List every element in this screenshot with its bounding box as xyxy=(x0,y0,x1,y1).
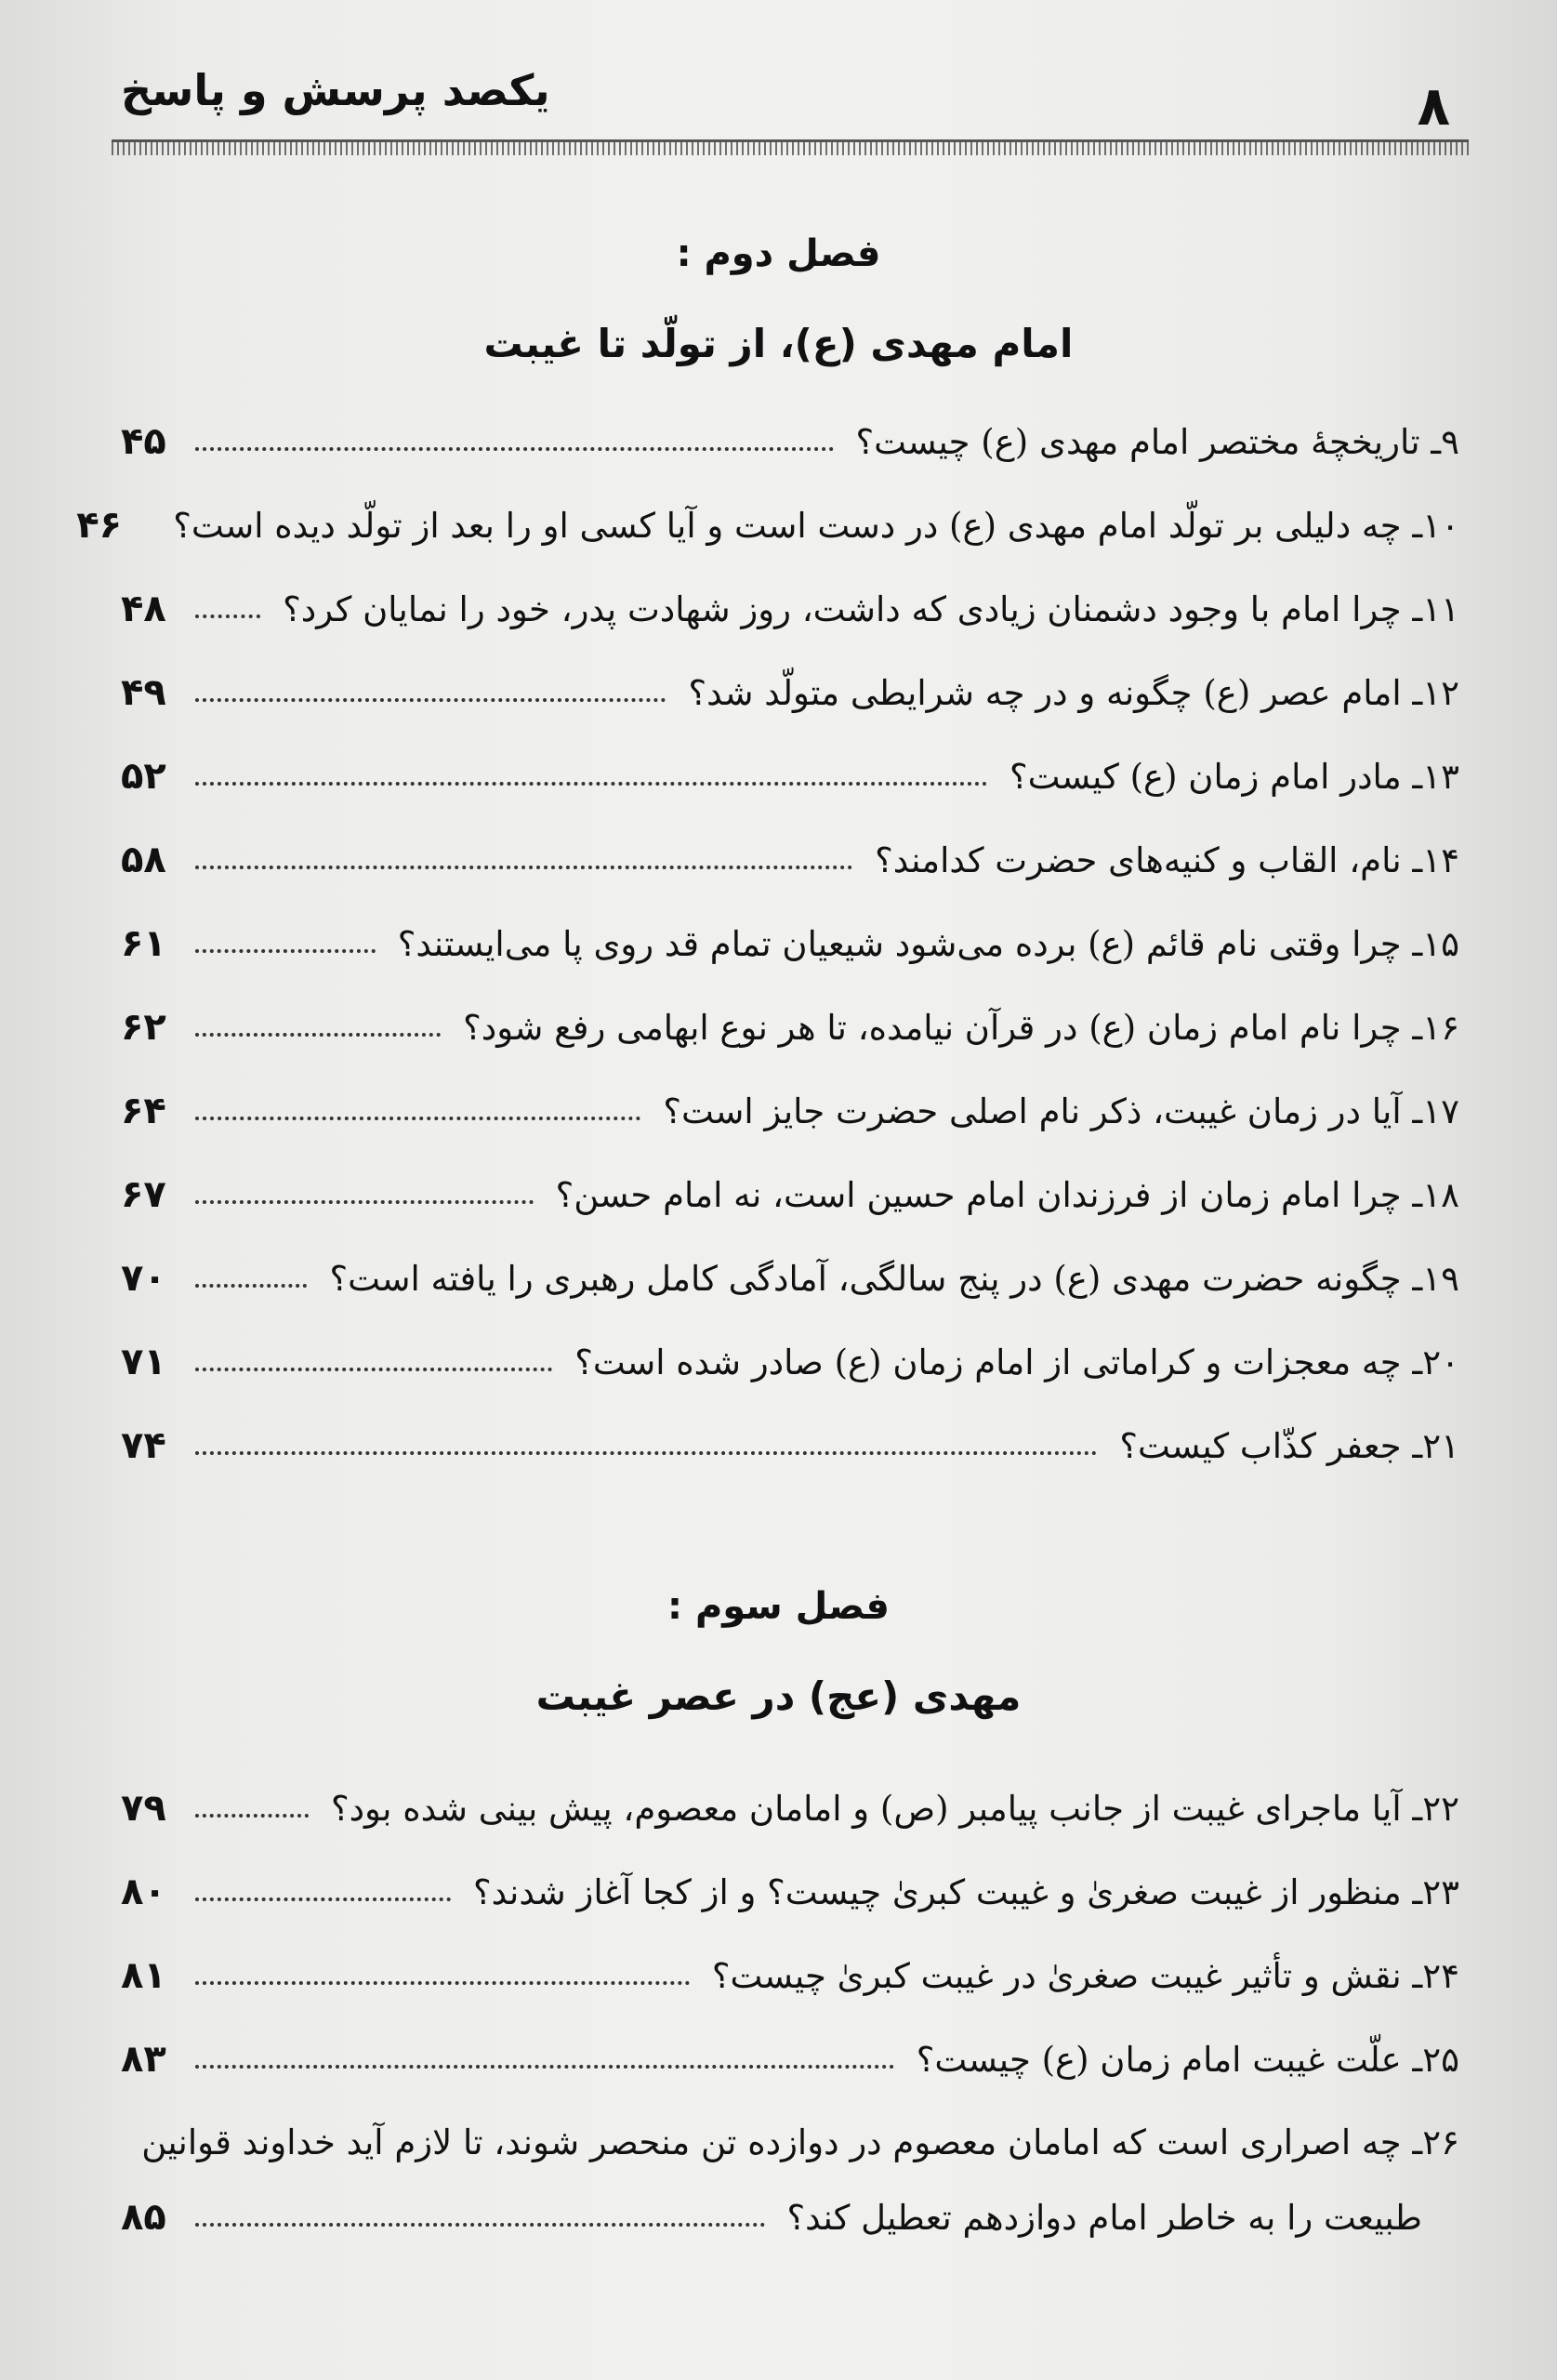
chapter-title: امام مهدی (ع)، از تولّد تا غیبت xyxy=(483,321,1074,366)
leader-dots xyxy=(195,1897,451,1901)
leader-dots xyxy=(195,1981,690,1985)
toc-entry[interactable] xyxy=(121,572,1459,646)
leader-dots xyxy=(195,615,260,618)
toc-entry-text: ۲۳ـ منظور از غیبت صغریٰ و غیبت کبریٰ چیست؟ و از کجا آغاز شدند؟ xyxy=(473,1871,1459,1912)
leader-dots xyxy=(195,1814,309,1818)
toc-page-number: ۸۱ xyxy=(121,1954,166,1997)
toc-entry[interactable] xyxy=(76,488,1459,562)
toc-entry-text: ۲۱ـ جعفر کذّاب کیست؟ xyxy=(1119,1425,1459,1466)
toc-page-number: ۶۱ xyxy=(121,922,166,965)
chapter-title: مهدی (عج) در عصر غیبت xyxy=(535,1673,1022,1719)
leader-dots xyxy=(195,1200,534,1204)
toc-entry-continuation xyxy=(121,2180,1459,2254)
toc-entry-text: ۱۸ـ چرا امام زمان از فرزندان امام حسین است، نه امام حسن؟ xyxy=(555,1174,1459,1215)
toc-entry-text: ۲۶ـ چه اصراری است که امامان معصوم در دوازده تن منحصر شوند، تا لازم آید خداوند قوانین xyxy=(141,2122,1459,2162)
toc-entry-multiline[interactable] xyxy=(121,2106,1459,2254)
chapter-label: فصل سوم : xyxy=(667,1585,890,1628)
toc-entry-text: ۱۴ـ نام، القاب و کنیه‌های حضرت کدامند؟ xyxy=(875,840,1459,880)
page-header xyxy=(112,56,1469,158)
chapter-label: فصل دوم : xyxy=(676,232,881,275)
toc-page-number: ۸۳ xyxy=(121,2038,166,2081)
toc-entry[interactable] xyxy=(121,2022,1459,2096)
toc-entry[interactable] xyxy=(121,1325,1459,1399)
toc-entry-text: ۱۹ـ چگونه حضرت مهدی (ع) در پنج سالگی، آمادگی کامل رهبری را یافته است؟ xyxy=(329,1258,1459,1299)
toc-entry[interactable] xyxy=(121,655,1459,730)
toc-entry-text: ۲۲ـ آیا ماجرای غیبت از جانب پیامبر (ص) و امامان معصوم، پیش بینی شده بود؟ xyxy=(330,1788,1459,1829)
toc-entry-text: ۱۱ـ چرا امام با وجود دشمنان زیادی که داشت، روز شهادت پدر، خود را نمایان کرد؟ xyxy=(283,588,1459,629)
toc-entry[interactable] xyxy=(121,1855,1459,1929)
toc-entry[interactable] xyxy=(121,739,1459,813)
toc-page-number: ۴۹ xyxy=(121,671,166,714)
leader-dots xyxy=(195,866,852,869)
leader-dots xyxy=(195,949,376,953)
toc-entry-text: ۱۰ـ چه دلیلی بر تولّد امام مهدی (ع) در دست است و آیا کسی او را بعد از تولّد دیده است؟ xyxy=(173,505,1459,546)
toc-entry[interactable] xyxy=(121,1408,1459,1483)
leader-dots xyxy=(195,1117,640,1120)
toc-entry[interactable] xyxy=(121,1938,1459,2013)
page-number: ۸ xyxy=(1417,74,1450,138)
toc-page-number: ۷۹ xyxy=(121,1787,166,1830)
toc-entry-text: ۲۵ـ علّت غیبت امام زمان (ع) چیست؟ xyxy=(916,2039,1459,2080)
toc-page-number: ۴۶ xyxy=(76,504,123,547)
toc-entry[interactable] xyxy=(121,1074,1459,1148)
leader-dots xyxy=(195,1284,307,1288)
toc-page-number: ۴۸ xyxy=(121,588,166,630)
leader-dots xyxy=(195,1451,1097,1455)
toc-entry-text: ۲۰ـ چه معجزات و کراماتی از امام زمان (ع) صادر شده است؟ xyxy=(574,1342,1459,1382)
toc-entry[interactable] xyxy=(121,404,1459,479)
toc-page-number: ۸۵ xyxy=(121,2196,166,2239)
toc-page-number: ۵۸ xyxy=(121,839,166,881)
toc-entry[interactable] xyxy=(121,906,1459,981)
toc-entry-text: ۱۲ـ امام عصر (ع) چگونه و در چه شرایطی متولّد شد؟ xyxy=(688,672,1459,713)
toc-entry-text: ۱۶ـ چرا نام امام زمان (ع) در قرآن نیامده، تا هر نوع ابهامی رفع شود؟ xyxy=(463,1007,1459,1048)
header-rule xyxy=(112,139,1469,155)
toc-entry[interactable] xyxy=(121,1157,1459,1232)
leader-dots xyxy=(195,2065,894,2069)
toc-page-number: ۶۷ xyxy=(121,1173,166,1216)
toc-page-number: ۶۴ xyxy=(121,1090,166,1132)
toc-page-number: ۶۲ xyxy=(121,1006,166,1049)
toc-entry-text: ۱۳ـ مادر امام زمان (ع) کیست؟ xyxy=(1009,756,1459,797)
toc-entry-text: طبیعت را به خاطر امام دوازدهم تعطیل کند؟ xyxy=(786,2197,1422,2238)
toc-page-number: ۷۴ xyxy=(121,1424,166,1467)
toc-page-number: ۷۱ xyxy=(121,1341,166,1383)
toc-page-number: ۸۰ xyxy=(121,1871,166,1913)
leader-dots xyxy=(195,2223,765,2227)
toc-page-number: ۷۰ xyxy=(121,1257,166,1300)
leader-dots xyxy=(195,782,987,786)
toc-entry-text: ۱۷ـ آیا در زمان غیبت، ذکر نام اصلی حضرت جایز است؟ xyxy=(663,1091,1459,1131)
toc-page-number: ۴۵ xyxy=(121,420,166,463)
book-title: یکصد پرسش و پاسخ xyxy=(121,65,550,115)
leader-dots xyxy=(195,698,666,702)
toc-entry[interactable] xyxy=(121,1771,1459,1845)
toc-entry[interactable] xyxy=(121,823,1459,897)
leader-dots xyxy=(195,1033,441,1037)
toc-entry[interactable] xyxy=(121,990,1459,1064)
toc-entry-text: ۲۴ـ نقش و تأثیر غیبت صغریٰ در غیبت کبریٰ چیست؟ xyxy=(711,1955,1459,1996)
leader-dots xyxy=(195,447,834,451)
toc-entry[interactable] xyxy=(121,1241,1459,1316)
toc-entry-text: ۹ـ تاریخچهٔ مختصر امام مهدی (ع) چیست؟ xyxy=(855,421,1459,462)
toc-entry-text: ۱۵ـ چرا وقتی نام قائم (ع) برده می‌شود شیعیان تمام قد روی پا می‌ایستند؟ xyxy=(397,923,1459,964)
leader-dots xyxy=(195,1368,552,1371)
toc-page-number: ۵۲ xyxy=(121,755,166,798)
